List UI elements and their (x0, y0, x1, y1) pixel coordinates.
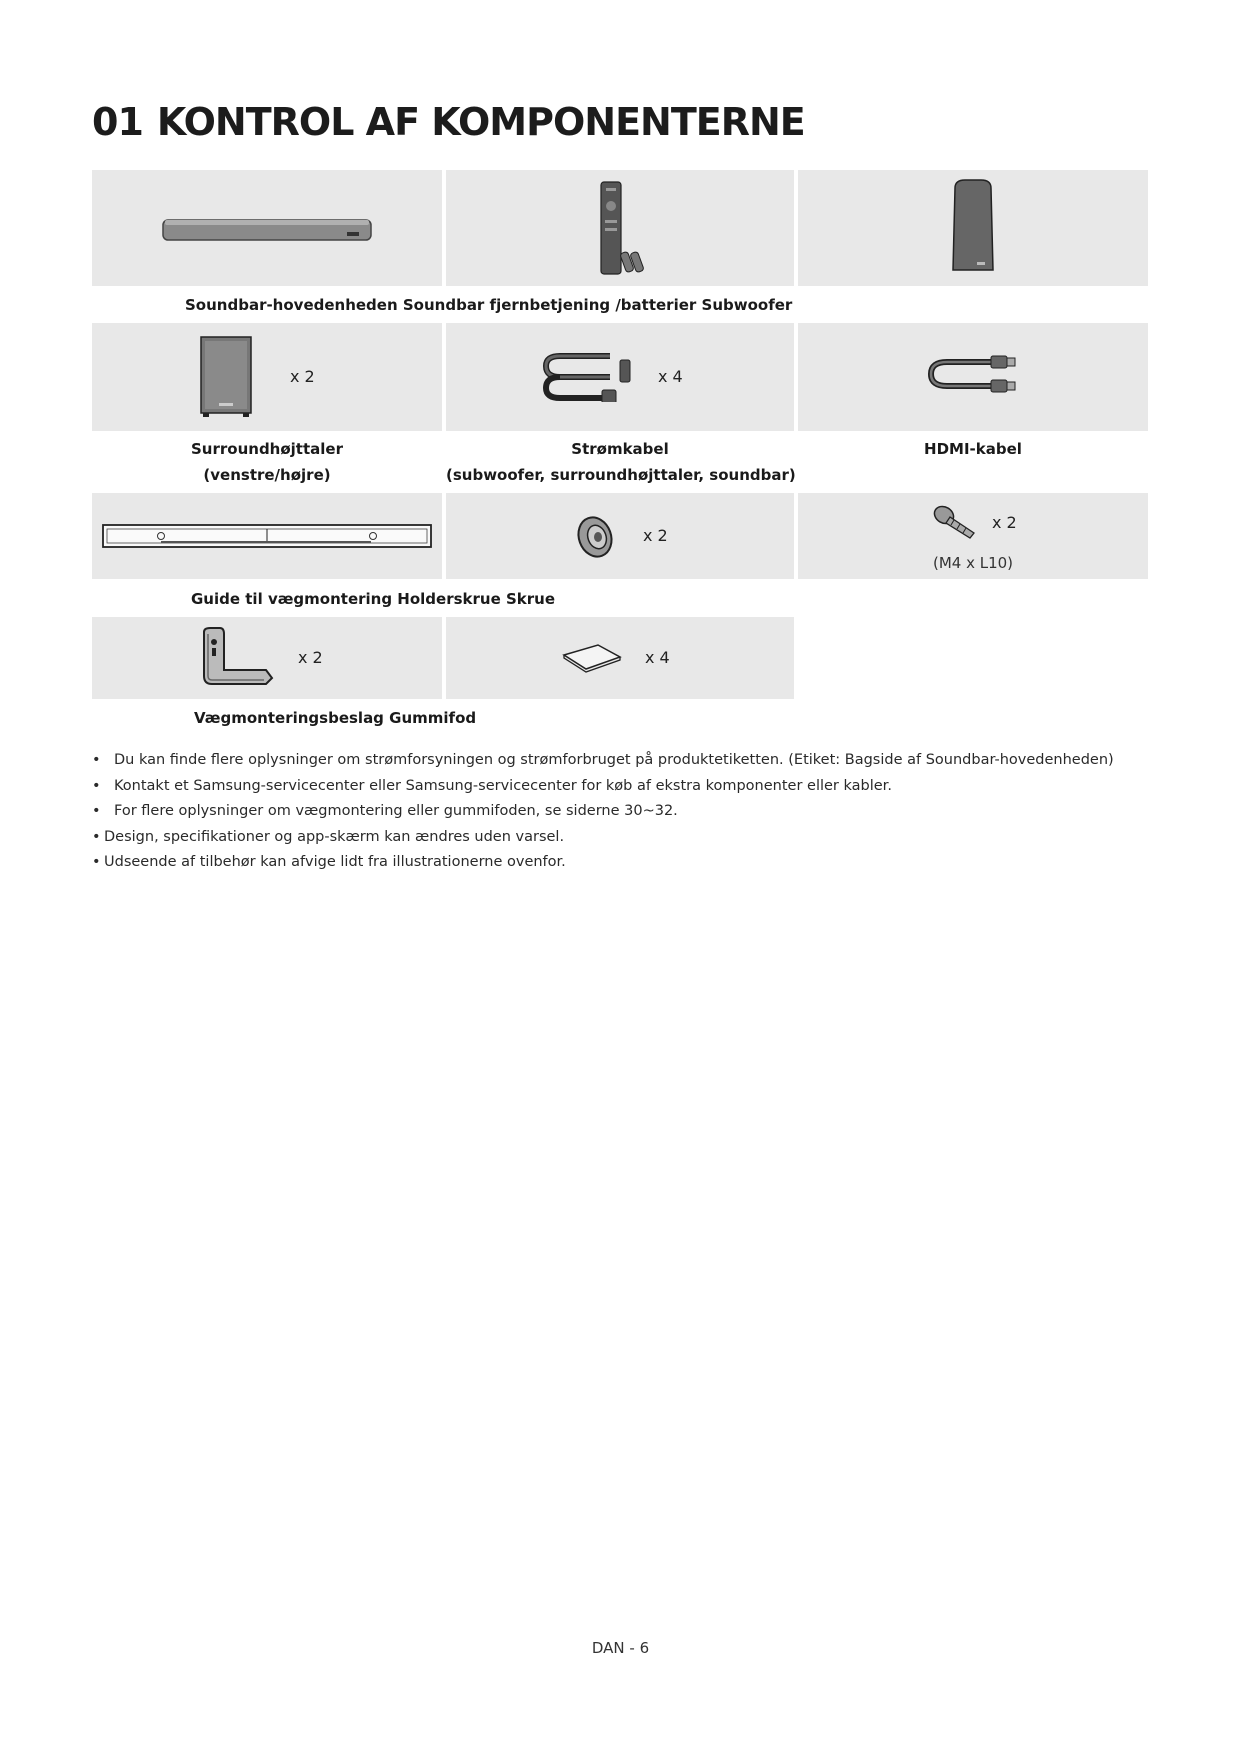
note-item (92, 774, 1172, 800)
wall-bracket-qty: x 2 (298, 648, 323, 667)
notes-list (92, 748, 1172, 876)
soundbar-cell (92, 170, 442, 286)
note-text: Udseende af tilbehør kan afvige lidt fra illustrationerne ovenfor. (104, 854, 566, 870)
surround-label (92, 436, 442, 488)
note-item (92, 799, 1172, 825)
remote-cell (446, 170, 794, 286)
remote-control-image (585, 178, 655, 278)
power-cable-cell (446, 323, 794, 431)
rubber-foot-qty: x 4 (645, 648, 670, 667)
note-item (92, 748, 1172, 774)
bullet: • (92, 803, 101, 819)
wall-mount-guide-image (101, 523, 433, 549)
subwoofer-cell (798, 170, 1148, 286)
note-text: For flere oplysninger om vægmontering eller gummifoden, se siderne 30~32. (114, 803, 678, 819)
note-text: Design, specifikationer og app-skærm kan ændres uden varsel. (104, 828, 565, 845)
row4-caption: Vægmonteringsbeslag Gummifod (194, 709, 477, 727)
row1-caption: Soundbar-hovedenheden Soundbar fjernbetjening /batterier Subwoofer (185, 296, 793, 314)
power-cable-label-line1: Strømkabel (571, 440, 669, 458)
hdmi-cable-image (923, 352, 1023, 402)
row3-caption: Guide til vægmontering Holderskrue Skrue (191, 590, 556, 608)
power-cable-image (540, 352, 640, 402)
section-number: 01 (92, 100, 143, 144)
surround-label-line1: Surroundhøjttaler (191, 440, 343, 458)
wall-guide-cell (92, 493, 442, 579)
screw-image (932, 503, 982, 543)
bullet: • (92, 854, 101, 870)
note-text: Kontakt et Samsung-servicecenter eller Samsung-servicecenter for køb af ekstra komponenter eller kabler. (114, 777, 892, 794)
section-title: KONTROL AF KOMPONENTERNE (156, 100, 805, 144)
holder-screw-image (573, 511, 617, 561)
screw-cell (798, 493, 1148, 579)
power-cable-label (446, 436, 794, 488)
bullet: • (92, 777, 101, 794)
holder-screw-cell (446, 493, 794, 579)
wall-bracket-image (196, 626, 276, 690)
page-title (92, 100, 805, 144)
surround-cell (92, 323, 442, 431)
note-item (92, 825, 1172, 851)
hdmi-cable-label: HDMI-kabel (924, 440, 1022, 458)
bullet: • (92, 752, 101, 768)
surround-label-line2: (venstre/højre) (203, 466, 331, 484)
note-text: Du kan finde flere oplysninger om strømforsyningen og strømforbruget på produktetiketten. (Etiket: Bagside af Soundbar-hovedenheden) (114, 752, 1114, 768)
wall-bracket-cell (92, 617, 442, 699)
note-item (92, 850, 1172, 876)
rubber-foot-cell (446, 617, 794, 699)
rubber-foot-image (560, 643, 624, 673)
screw-spec: (M4 x L10) (932, 554, 1014, 572)
surround-speaker-image (197, 335, 257, 419)
bullet: • (92, 828, 101, 845)
page-number: DAN - 6 (591, 1639, 650, 1657)
holder-screw-qty: x 2 (643, 526, 668, 545)
subwoofer-image (943, 178, 1003, 278)
power-cable-label-line2: (subwoofer, surroundhøjttaler, soundbar) (446, 466, 796, 484)
power-cable-qty: x 4 (658, 367, 683, 386)
hdmi-cable-cell (798, 323, 1148, 431)
screw-qty: x 2 (992, 513, 1017, 532)
surround-qty: x 2 (290, 367, 315, 386)
soundbar-image (157, 208, 377, 248)
